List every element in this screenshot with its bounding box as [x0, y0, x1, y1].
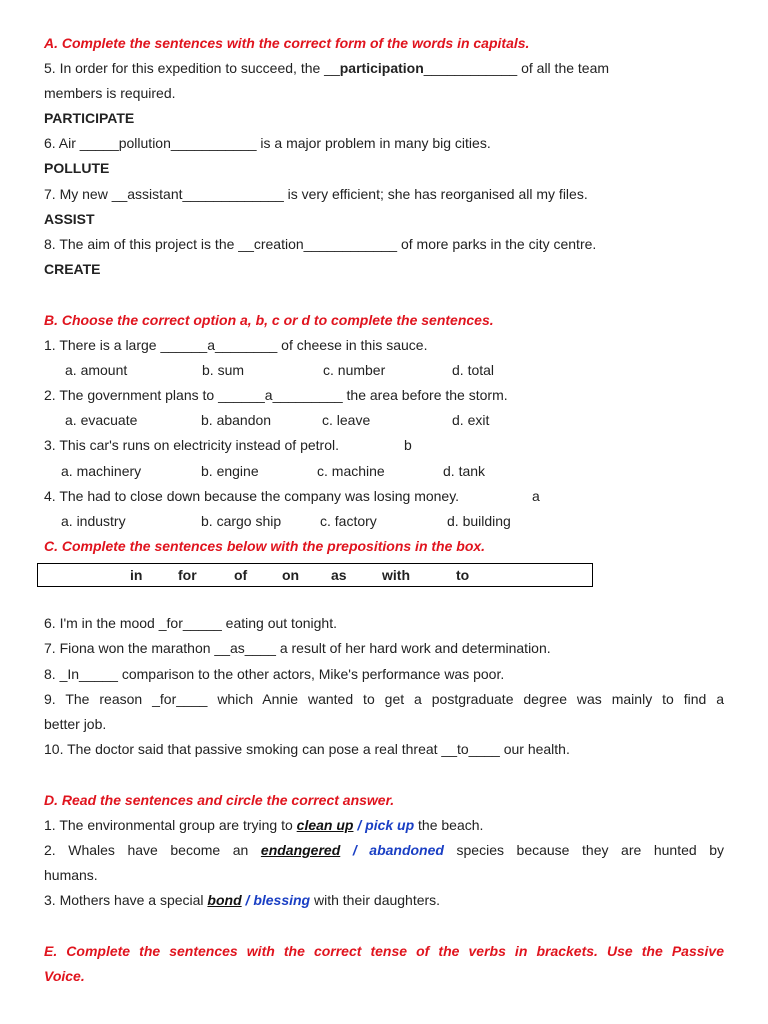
box-word-of: of: [234, 567, 248, 583]
option-b2-a: a. evacuate: [65, 412, 138, 428]
sentence-a5-answer: participation: [339, 60, 424, 76]
sentence-a7: 7. My new __assistant_____________ is very efficient; she has reorganised all my files.: [44, 186, 588, 202]
box-word-on: on: [282, 567, 300, 583]
sentence-d2-pre: 2. Whales have become an: [44, 842, 261, 858]
sentence-d3-post: with their daughters.: [310, 892, 441, 908]
option-b3-a: a. machinery: [61, 463, 142, 479]
sentence-c8: 8. _In_____ comparison to the other actors, Mike's performance was poor.: [44, 666, 505, 682]
choice-d1-a[interactable]: clean up: [296, 817, 354, 833]
answer-b4: a: [532, 488, 540, 504]
answer-b3: b: [404, 437, 412, 453]
option-b4-d: d. building: [447, 513, 511, 529]
choice-d1-b[interactable]: pick up: [365, 817, 415, 833]
sentence-a5: [44, 60, 724, 77]
question-b1: 1. There is a large ______a________ of cheese in this sauce.: [44, 337, 428, 353]
question-b3: 3. This car's runs on electricity instead of petrol.: [44, 437, 339, 453]
option-b2-b: b. abandon: [201, 412, 272, 428]
option-b4-b: b. cargo ship: [201, 513, 282, 529]
sentence-d1-post: the beach.: [414, 817, 484, 833]
sentence-c6: 6. I'm in the mood _for_____ eating out tonight.: [44, 615, 337, 631]
sentence-a5-pre: 5. In order for this expedition to succeed, the __: [44, 60, 340, 76]
sentence-d2-post: species because they are hunted by: [443, 842, 725, 858]
preposition-box: [37, 563, 593, 587]
box-word-in: in: [130, 567, 143, 583]
sentence-a5-continued: members is required.: [44, 85, 176, 101]
question-b2: 2. The government plans to ______a_________ the area before the storm.: [44, 387, 508, 403]
sentence-c7: 7. Fiona won the marathon __as____ a result of her hard work and determination.: [44, 640, 551, 656]
sentence-c9: 9. The reason _for____ which Annie wanted to get a postgraduate degree was mainly to find a: [44, 691, 724, 707]
sentence-a8: 8. The aim of this project is the __creation____________ of more parks in the city centre.: [44, 236, 597, 252]
box-word-for: for: [178, 567, 197, 583]
section-e-heading: E. Complete the sentences with the correct tense of the verbs in brackets. Use the Passive: [44, 943, 724, 959]
box-word-to: to: [456, 567, 470, 583]
choice-separator: /: [353, 817, 366, 833]
sentence-d3-pre: 3. Mothers have a special: [44, 892, 208, 908]
question-b4: 4. The had to close down because the company was losing money.: [44, 488, 460, 504]
option-b3-d: d. tank: [443, 463, 486, 479]
sentence-d1: [44, 817, 724, 834]
box-word-with: with: [382, 567, 410, 583]
option-b2-d: d. exit: [452, 412, 490, 428]
sentence-d2-continued: humans.: [44, 867, 98, 883]
section-d-heading: D. Read the sentences and circle the correct answer.: [44, 792, 395, 808]
sentence-c10: 10. The doctor said that passive smoking can pose a real threat __to____ our health.: [44, 741, 570, 757]
section-b-heading: B. Choose the correct option a, b, c or d to complete the sentences.: [44, 312, 494, 328]
option-b2-c: c. leave: [322, 412, 371, 428]
capital-word-a6: POLLUTE: [44, 160, 110, 176]
section-a-heading: A. Complete the sentences with the correct form of the words in capitals.: [44, 35, 530, 51]
option-b3-b: b. engine: [201, 463, 259, 479]
option-b3-c: c. machine: [317, 463, 385, 479]
sentence-d1-pre: 1. The environmental group are trying to: [44, 817, 297, 833]
choice-separator: /: [241, 892, 254, 908]
option-b1-d: d. total: [452, 362, 495, 378]
capital-word-a8: CREATE: [44, 261, 101, 277]
section-c-heading: C. Complete the sentences below with the prepositions in the box.: [44, 538, 486, 554]
option-b4-a: a. industry: [61, 513, 126, 529]
sentence-c9-continued: better job.: [44, 716, 107, 732]
sentence-d2: [44, 842, 724, 859]
sentence-d3: [44, 892, 724, 909]
option-b1-a: a. amount: [65, 362, 128, 378]
box-word-as: as: [331, 567, 347, 583]
capital-word-a5: PARTICIPATE: [44, 110, 135, 126]
section-e-heading-continued: Voice.: [44, 968, 85, 984]
sentence-a6: 6. Air _____pollution___________ is a major problem in many big cities.: [44, 135, 491, 151]
choice-d3-b[interactable]: blessing: [253, 892, 311, 908]
choice-separator: /: [340, 842, 370, 858]
choice-d3-a[interactable]: bond: [207, 892, 242, 908]
option-b4-c: c. factory: [320, 513, 377, 529]
capital-word-a7: ASSIST: [44, 211, 95, 227]
choice-d2-b[interactable]: abandoned: [369, 842, 444, 858]
option-b1-c: c. number: [323, 362, 386, 378]
option-b1-b: b. sum: [202, 362, 245, 378]
sentence-a5-post: ____________ of all the team: [423, 60, 610, 76]
choice-d2-a[interactable]: endangered: [260, 842, 341, 858]
